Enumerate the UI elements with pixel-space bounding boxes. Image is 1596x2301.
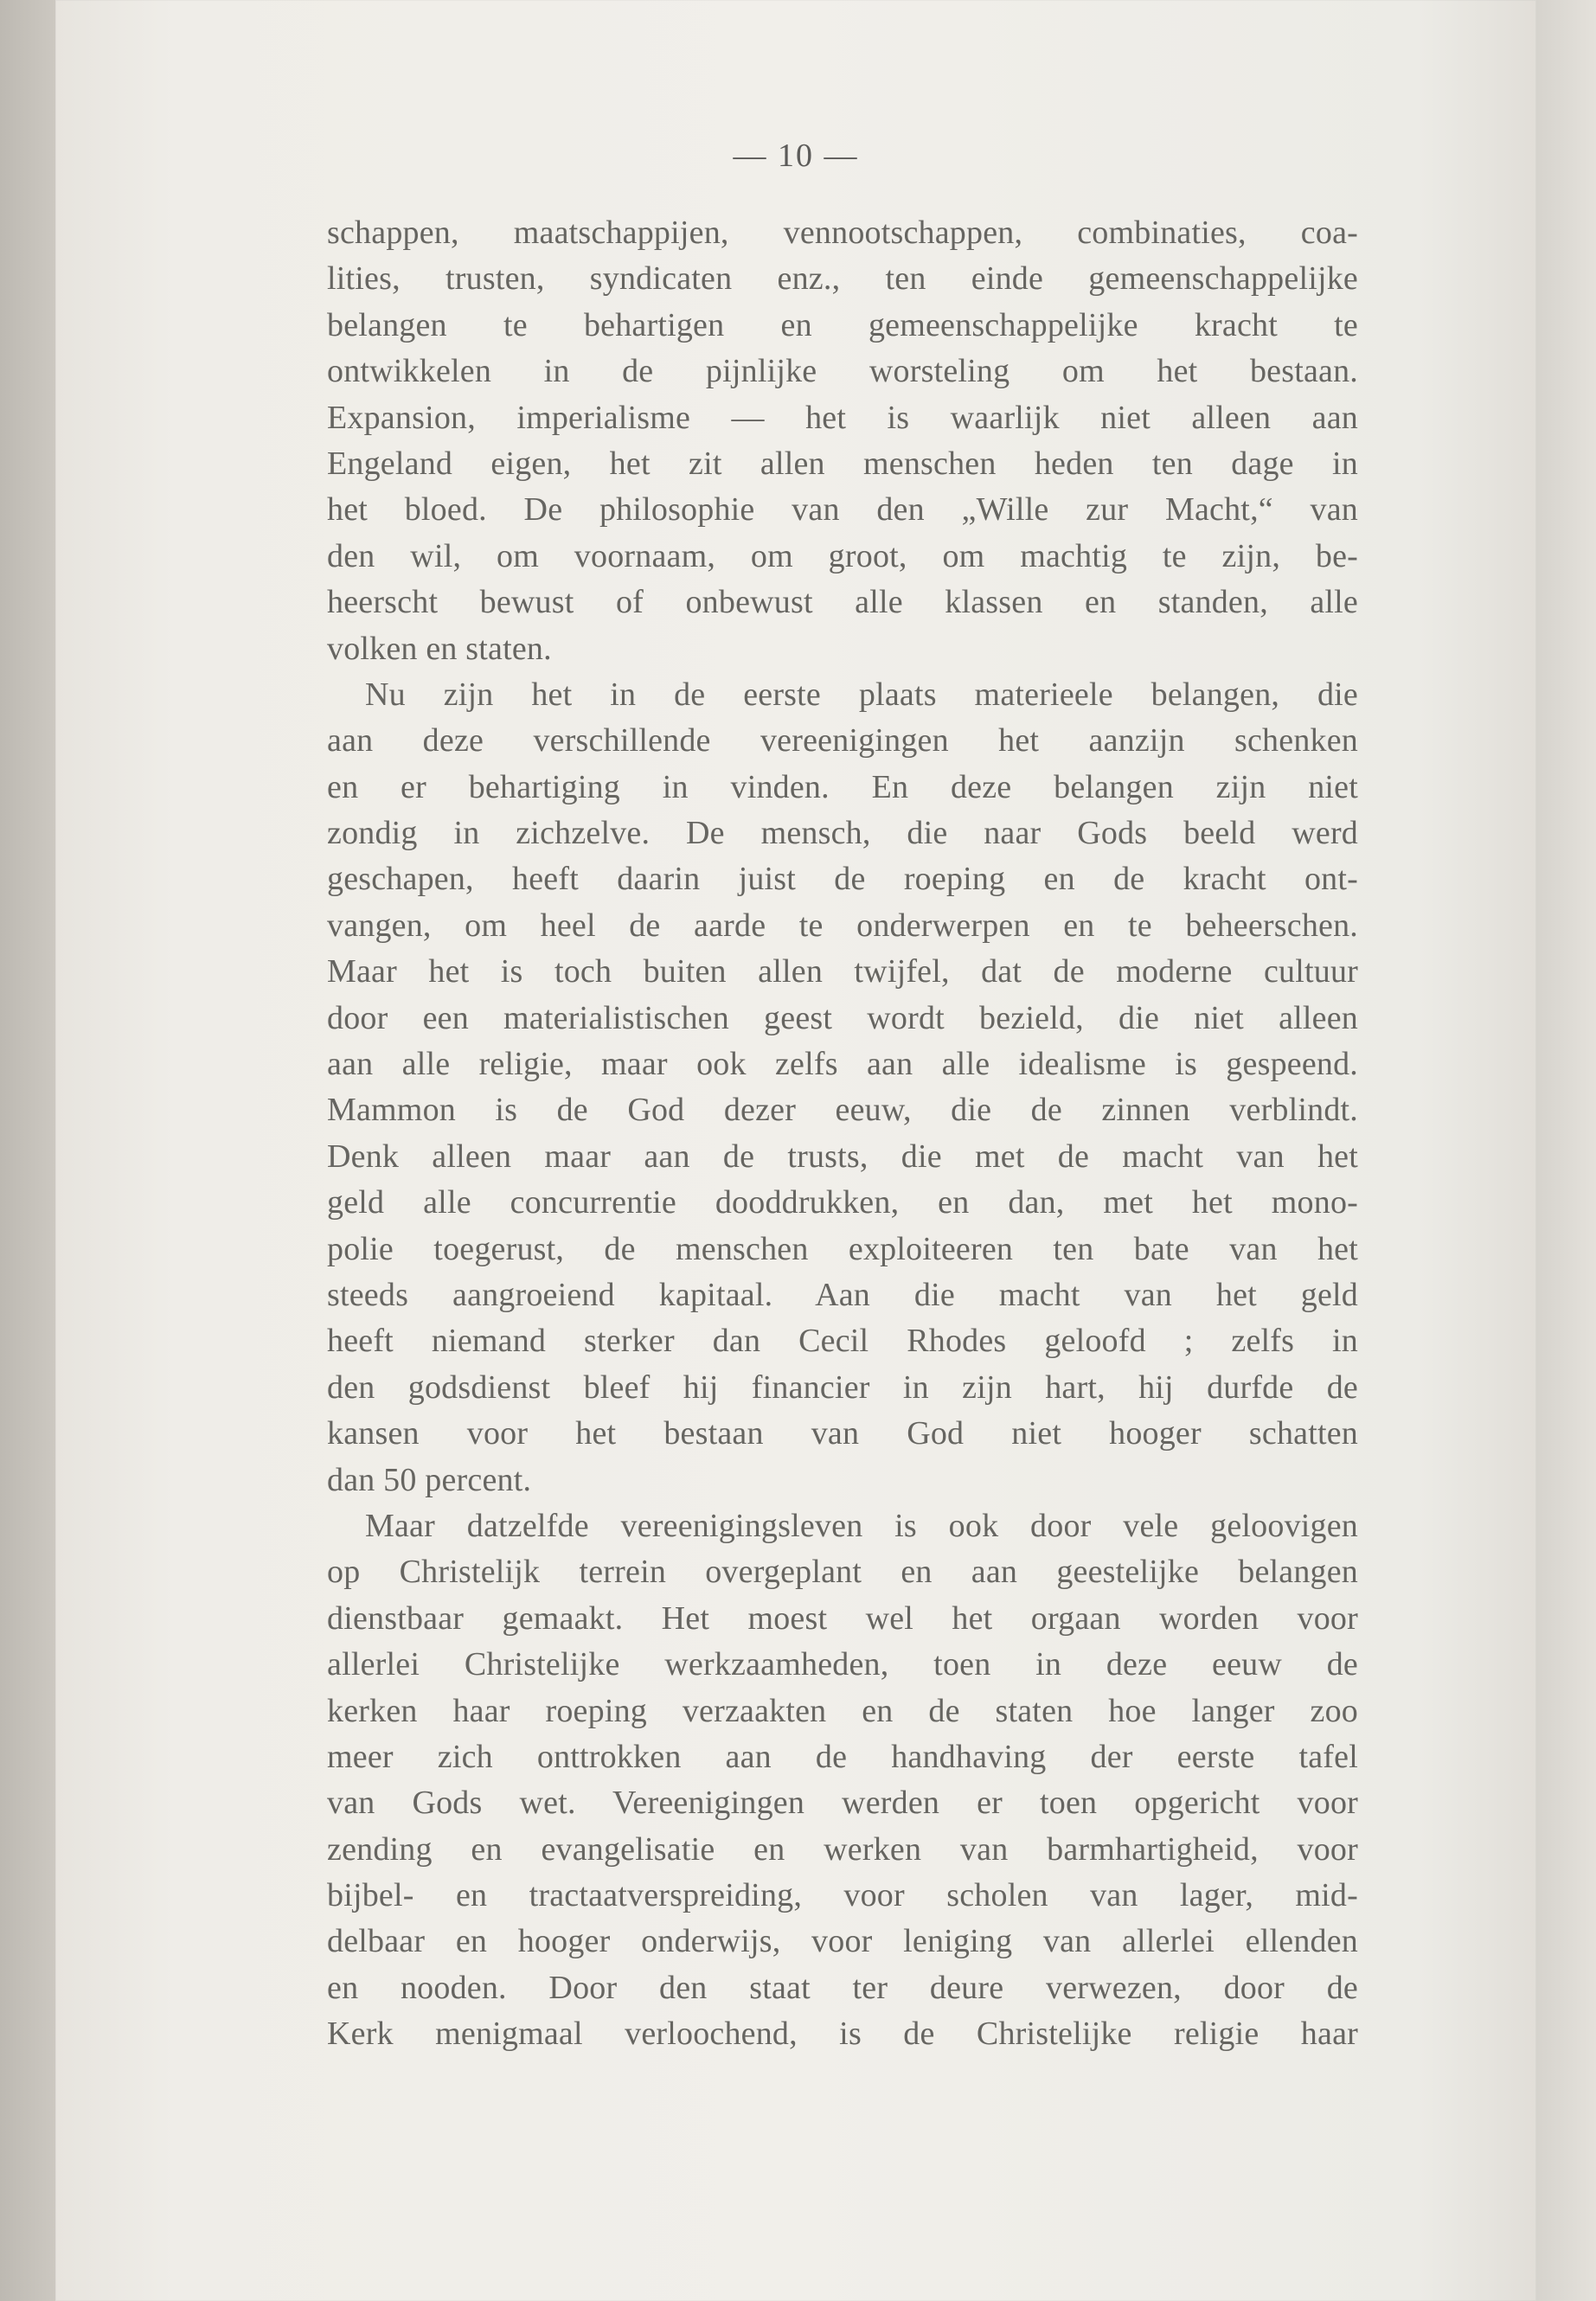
- text-line: geld alle concurrentie dooddrukken, en dan, met het mono-: [327, 1184, 1358, 1221]
- text-line: allerlei Christelijke werkzaamheden, toen in deze eeuw de: [327, 1646, 1358, 1683]
- text-line: den godsdienst bleef hij financier in zijn hart, hij durfde de: [327, 1368, 1358, 1406]
- text-line: den wil, om voornaam, om groot, om machtig te zijn, be-: [327, 537, 1358, 574]
- text-line: zondig in zichzelve. De mensch, die naar Gods beeld werd: [327, 815, 1358, 852]
- text-line: steeds aangroeiend kapitaal. Aan die macht van het geld: [327, 1276, 1358, 1313]
- text-line: Maar datzelfde vereenigingsleven is ook door vele geloovigen: [365, 1507, 1358, 1544]
- text-line: polie toegerust, de menschen exploiteeren ten bate van het: [327, 1230, 1358, 1267]
- text-line: dan 50 percent.: [327, 1461, 532, 1498]
- text-line: Denk alleen maar aan de trusts, die met de macht van het: [327, 1138, 1358, 1175]
- text-line: Expansion, imperialisme — het is waarlijk niet alleen aan: [327, 399, 1358, 436]
- text-line: Nu zijn het in de eerste plaats materieele belangen, die: [365, 676, 1358, 713]
- text-line: belangen te behartigen en gemeenschappelijke kracht te: [327, 306, 1358, 343]
- text-line: van Gods wet. Vereenigingen werden er toen opgericht voor: [327, 1785, 1358, 1822]
- book-page: [55, 0, 1536, 2301]
- text-line: aan deze verschillende vereenigingen het aanzijn schenken: [327, 722, 1358, 760]
- text-line: heerscht bewust of onbewust alle klassen en standen, alle: [327, 584, 1358, 621]
- text-line: volken en staten.: [327, 630, 552, 667]
- text-line: dienstbaar gemaakt. Het moest wel het orgaan worden voor: [327, 1599, 1358, 1637]
- text-line: aan alle religie, maar ook zelfs aan alle idealisme is gespeend.: [327, 1046, 1358, 1083]
- text-line: en er behartiging in vinden. En deze belangen zijn niet: [327, 768, 1358, 805]
- left-scan-edge: [0, 0, 55, 2301]
- text-line: delbaar en hooger onderwijs, voor leniging van allerlei ellenden: [327, 1923, 1358, 1960]
- text-line: lities, trusten, syndicaten enz., ten einde gemeenschappelijke: [327, 260, 1358, 298]
- text-line: kerken haar roeping verzaakten en de staten hoe langer zoo: [327, 1692, 1358, 1729]
- right-scan-edge: [1536, 0, 1596, 2301]
- text-line: meer zich onttrokken aan de handhaving der eerste tafel: [327, 1738, 1358, 1775]
- text-line: schappen, maatschappijen, vennootschappen, combinaties, coa-: [327, 215, 1358, 251]
- text-line: door een materialistischen geest wordt bezield, die niet alleen: [327, 999, 1358, 1036]
- text-line: vangen, om heel de aarde te onderwerpen en te beheerschen.: [327, 907, 1358, 944]
- text-line: Kerk menigmaal verloochend, is de Christelijke religie haar: [327, 2016, 1358, 2053]
- text-line: Engeland eigen, het zit allen menschen heden ten dage in: [327, 445, 1358, 482]
- text-line: Mammon is de God dezer eeuw, die de zinnen verblindt.: [327, 1092, 1358, 1129]
- page-number: — 10 —: [733, 138, 859, 174]
- text-line: geschapen, heeft daarin juist de roeping en de kracht ont-: [327, 861, 1358, 898]
- body-text: [327, 210, 1358, 2058]
- text-line: bijbel- en tractaatverspreiding, voor scholen van lager, mid-: [327, 1877, 1358, 1914]
- text-line: kansen voor het bestaan van God niet hooger schatten: [327, 1415, 1358, 1452]
- text-line: op Christelijk terrein overgeplant en aan geestelijke belangen: [327, 1554, 1358, 1591]
- text-line: het bloed. De philosophie van den „Wille zur Macht,“ van: [327, 491, 1358, 529]
- text-line: en nooden. Door den staat ter deure verwezen, door de: [327, 1969, 1358, 2006]
- text-line: heeft niemand sterker dan Cecil Rhodes geloofd ; zelfs in: [327, 1323, 1358, 1360]
- text-line: zending en evangelisatie en werken van barmhartigheid, voor: [327, 1830, 1358, 1868]
- text-line: ontwikkelen in de pijnlijke worsteling om het bestaan.: [327, 353, 1358, 390]
- text-line: Maar het is toch buiten allen twijfel, dat de moderne cultuur: [327, 953, 1358, 990]
